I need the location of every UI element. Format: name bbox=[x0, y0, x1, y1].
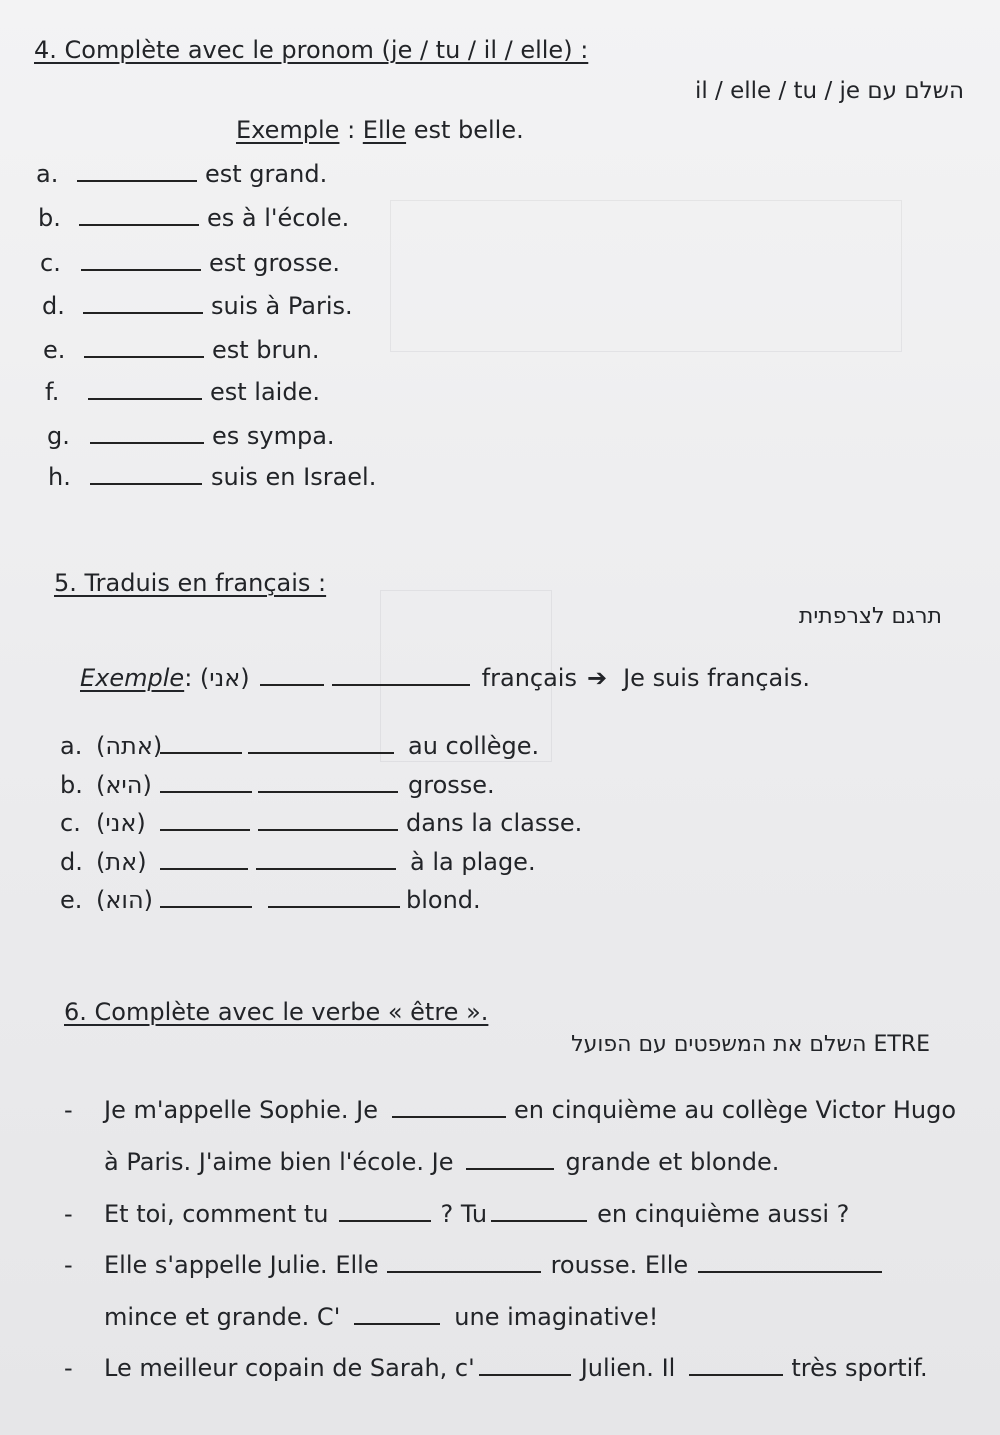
answer-blank[interactable] bbox=[479, 1373, 571, 1376]
line-text: une imaginative! bbox=[454, 1303, 659, 1331]
answer-blank[interactable] bbox=[256, 867, 396, 870]
example-sentence: est belle. bbox=[406, 116, 524, 144]
example-label: Exemple bbox=[236, 116, 340, 144]
answer-blank[interactable] bbox=[339, 1219, 431, 1222]
answer-blank[interactable] bbox=[160, 905, 252, 908]
arrow-icon: ➔ bbox=[586, 664, 608, 692]
answer-blank[interactable] bbox=[354, 1322, 440, 1325]
example-label: Exemple bbox=[80, 664, 185, 692]
item-label: d. bbox=[42, 292, 65, 320]
example-text: français bbox=[481, 664, 577, 692]
list-item bbox=[60, 886, 481, 914]
item-text: es sympa. bbox=[212, 422, 335, 450]
answer-blank[interactable] bbox=[160, 751, 242, 754]
line-text: à Paris. J'aime bien l'école. Je bbox=[104, 1148, 454, 1176]
answer-blank[interactable] bbox=[258, 828, 398, 831]
line-text: mince et grande. C' bbox=[104, 1303, 341, 1331]
list-item bbox=[38, 204, 349, 232]
answer-blank[interactable] bbox=[90, 482, 202, 485]
item-label: a. bbox=[60, 732, 83, 760]
item-text: grosse. bbox=[408, 771, 495, 799]
list-item bbox=[45, 378, 320, 406]
answer-blank[interactable] bbox=[268, 905, 400, 908]
section-4-example bbox=[236, 116, 524, 144]
line-text: Et toi, comment tu bbox=[104, 1200, 329, 1228]
list-item bbox=[60, 848, 536, 876]
item-text: es à l'école. bbox=[207, 204, 350, 232]
answer-blank[interactable] bbox=[90, 441, 204, 444]
paragraph-line bbox=[104, 1148, 779, 1176]
item-label: a. bbox=[36, 160, 59, 188]
item-label: b. bbox=[60, 771, 83, 799]
paragraph-line bbox=[64, 1251, 882, 1279]
answer-blank[interactable] bbox=[698, 1270, 882, 1273]
answer-blank[interactable] bbox=[248, 751, 394, 754]
section-5-hebrew-instruction: תרגם לצרפתית bbox=[798, 604, 942, 629]
list-item bbox=[40, 249, 340, 277]
line-text: Le meilleur copain de Sarah, c' bbox=[104, 1354, 475, 1382]
item-label: d. bbox=[60, 848, 83, 876]
paragraph-line bbox=[64, 1200, 849, 1228]
item-text: suis en Israel. bbox=[211, 463, 377, 491]
line-text: Julien. Il bbox=[580, 1354, 676, 1382]
bullet: - bbox=[64, 1354, 73, 1382]
line-text: Elle s'appelle Julie. Elle bbox=[104, 1251, 379, 1279]
answer-blank[interactable] bbox=[88, 397, 202, 400]
line-text: grande et blonde. bbox=[565, 1148, 780, 1176]
item-label: g. bbox=[47, 422, 70, 450]
example-pronoun: : (אני) bbox=[184, 664, 250, 692]
item-text: est brun. bbox=[212, 336, 320, 364]
bullet: - bbox=[64, 1200, 73, 1228]
example-pronoun: Elle bbox=[362, 116, 407, 144]
item-pronoun: (הוא) bbox=[96, 886, 154, 914]
item-text: blond. bbox=[406, 886, 481, 914]
list-item bbox=[42, 292, 353, 320]
answer-blank[interactable] bbox=[491, 1219, 587, 1222]
list-item bbox=[60, 771, 495, 799]
item-label: b. bbox=[38, 204, 61, 232]
section-4-title: 4. Complète avec le pronom (je / tu / il / elle) : bbox=[34, 36, 589, 64]
answer-blank[interactable] bbox=[387, 1270, 541, 1273]
line-text: rousse. Elle bbox=[550, 1251, 689, 1279]
item-pronoun: (היא) bbox=[96, 771, 152, 799]
answer-blank[interactable] bbox=[258, 790, 398, 793]
list-item bbox=[48, 463, 376, 491]
line-text: en cinquième au collège Victor Hugo bbox=[514, 1096, 957, 1124]
paragraph-line bbox=[64, 1096, 956, 1124]
item-text: est grosse. bbox=[209, 249, 340, 277]
bullet: - bbox=[64, 1096, 73, 1124]
line-text: en cinquième aussi ? bbox=[597, 1200, 850, 1228]
answer-blank[interactable] bbox=[81, 268, 201, 271]
answer-blank[interactable] bbox=[160, 867, 248, 870]
bleed-through-table bbox=[390, 200, 902, 352]
example-blank bbox=[332, 683, 470, 686]
answer-blank[interactable] bbox=[83, 311, 203, 314]
item-text: à la plage. bbox=[410, 848, 536, 876]
paragraph-line bbox=[104, 1303, 658, 1331]
item-label: c. bbox=[40, 249, 61, 277]
list-item bbox=[47, 422, 335, 450]
list-item bbox=[60, 732, 539, 760]
item-pronoun: (את) bbox=[96, 848, 147, 876]
example-blank bbox=[260, 683, 324, 686]
item-label: h. bbox=[48, 463, 71, 491]
answer-blank[interactable] bbox=[466, 1167, 554, 1170]
section-5-title: 5. Traduis en français : bbox=[54, 569, 327, 597]
line-text: très sportif. bbox=[791, 1354, 928, 1382]
item-label: e. bbox=[43, 336, 66, 364]
section-6-hebrew-instruction: השלם את המשפטים עם הפועל ETRE bbox=[571, 1032, 930, 1057]
item-text: au collège. bbox=[408, 732, 540, 760]
list-item bbox=[60, 809, 582, 837]
list-item bbox=[36, 160, 327, 188]
item-text: dans la classe. bbox=[406, 809, 583, 837]
example-colon: : bbox=[339, 116, 363, 144]
answer-blank[interactable] bbox=[392, 1115, 506, 1118]
item-pronoun: (אתה) bbox=[96, 732, 163, 760]
item-label: f. bbox=[45, 378, 60, 406]
line-text: ? Tu bbox=[440, 1200, 488, 1228]
section-4-hebrew-instruction: il / elle / tu / je השלם עם bbox=[694, 78, 964, 104]
section-6-title: 6. Complète avec le verbe « être ». bbox=[64, 998, 489, 1026]
item-label: e. bbox=[60, 886, 83, 914]
answer-blank[interactable] bbox=[689, 1373, 783, 1376]
answer-blank[interactable] bbox=[160, 790, 252, 793]
item-text: suis à Paris. bbox=[211, 292, 353, 320]
line-text: Je m'appelle Sophie. Je bbox=[104, 1096, 379, 1124]
bullet: - bbox=[64, 1251, 73, 1279]
item-label: c. bbox=[60, 809, 81, 837]
item-pronoun: (אני) bbox=[96, 809, 146, 837]
item-text: est laide. bbox=[210, 378, 320, 406]
list-item bbox=[43, 336, 319, 364]
paragraph-line bbox=[64, 1354, 928, 1382]
example-answer: Je suis français. bbox=[623, 664, 811, 692]
answer-blank[interactable] bbox=[160, 828, 250, 831]
section-5-example bbox=[80, 664, 810, 692]
answer-blank[interactable] bbox=[79, 223, 199, 226]
item-text: est grand. bbox=[205, 160, 328, 188]
answer-blank[interactable] bbox=[77, 179, 197, 182]
answer-blank[interactable] bbox=[84, 355, 204, 358]
